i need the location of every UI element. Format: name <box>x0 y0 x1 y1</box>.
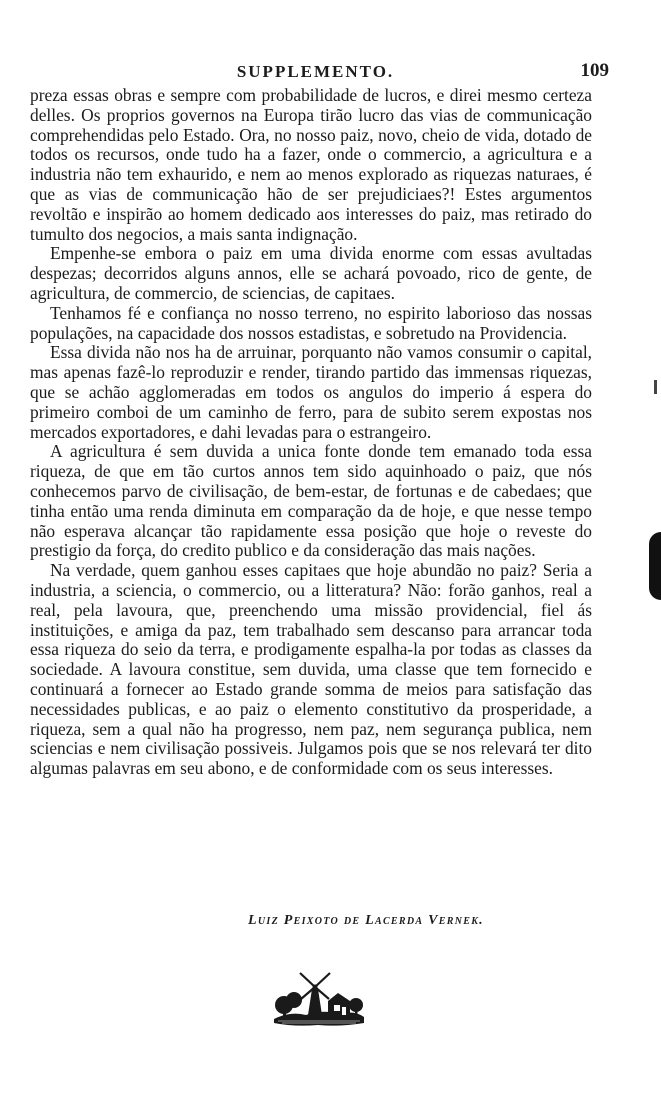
windmill-landscape-vignette-icon <box>270 965 366 1029</box>
running-title: SUPPLEMENTO. <box>236 62 395 81</box>
margin-speck <box>654 380 657 394</box>
page-edge-mark <box>649 532 661 600</box>
page-number: 109 <box>580 60 609 81</box>
paragraph: Empenhe-se embora o paiz em uma divida enorme com essas avultadas despezas; decorridos alguns annos, elle se achará povoado, rico de gente, de agricultura, de commercio, de sciencias, de capitaes. <box>30 243 592 303</box>
paragraph: Na verdade, quem ganhou esses capitaes que hoje abundão no paiz? Seria a industria, a sciencia, o commercio, ou a litteratura? Não: forão ganhos, real a real, pela lavoura, que, preenchendo uma missão providencial, fiel ás instituições, e amiga da paz, tem trabalhado sem descanso para arrancar toda essa riqueza do seio da terra, e prodigamente espalha-la por todas as classes da sociedade. A lavoura constitue, sem duvida, uma classe que tem fornecido e continuará a fornecer ao Estado grande somma de meios para satisfação das necessidades publicas, e ao paiz o elemento constitutivo da prosperidade, a riqueza, sem a qual não ha progresso, nem paz, nem segurança publica, nem sciencias e nem civilisação possiveis. Julgamos pois que se nos relevará ter dito algumas palavras em seu abono, e de conformidade com os seus interesses. <box>30 560 592 779</box>
paragraph: A agricultura é sem duvida a unica fonte donde tem emanado toda essa riqueza, de que em tão curtos annos tem sido aquinhoado o paiz, que nós conhecemos parvo de civilisação, de bem-estar, de fortunas e de cabedaes; que tinha então uma renda diminuta em comparação da de hoje, e que nesse tempo não esperava alcançar tão rapidamente essa posição que hoje o reveste do prestigio da força, do credito publico e da consideração das mais nações. <box>30 441 592 561</box>
paragraph: Essa divida não nos ha de arruinar, porquanto não vamos consumir o capital, mas apenas fazê-lo reproduzir e render, tirando partido das immensas riquezas, que se achão agglomeradas em todos os angulos do imperio á espera do primeiro comboi de um caminho de ferro, para de subito serem expostas nos mercados exportadores, e dahi levadas para o estrangeiro. <box>30 342 592 442</box>
running-head <box>30 60 609 82</box>
author-signature: Luiz Peixoto de Lacerda Vernek. <box>248 913 484 928</box>
paragraph: Tenhamos fé e confiança no nosso terreno, no espirito laborioso das nossas populações, na capacidade dos nossos estadistas, e sobretudo na Providencia. <box>30 302 592 343</box>
paragraph: preza essas obras e sempre com probabilidade de lucros, e direi mesmo certeza delles. Os proprios governos na Europa tirão lucro das vias de communicação comprehendidas pelo Estado. Ora, no nosso paiz, novo, cheio de vida, dotado de todos os recursos, onde tudo ha a fazer, onde o commercio, a agricultura e a industria não tem exhaurido, e nem ao menos explorado as riquezas naturaes, é que as vias de communicação hão de ser prejudiciaes?! Estes argumentos revoltão e inspirão ao homem dedicado aos interesses do paiz, mas retirado do tumulto dos negocios, a mais santa indignação. <box>30 85 592 244</box>
body-text <box>30 86 592 779</box>
